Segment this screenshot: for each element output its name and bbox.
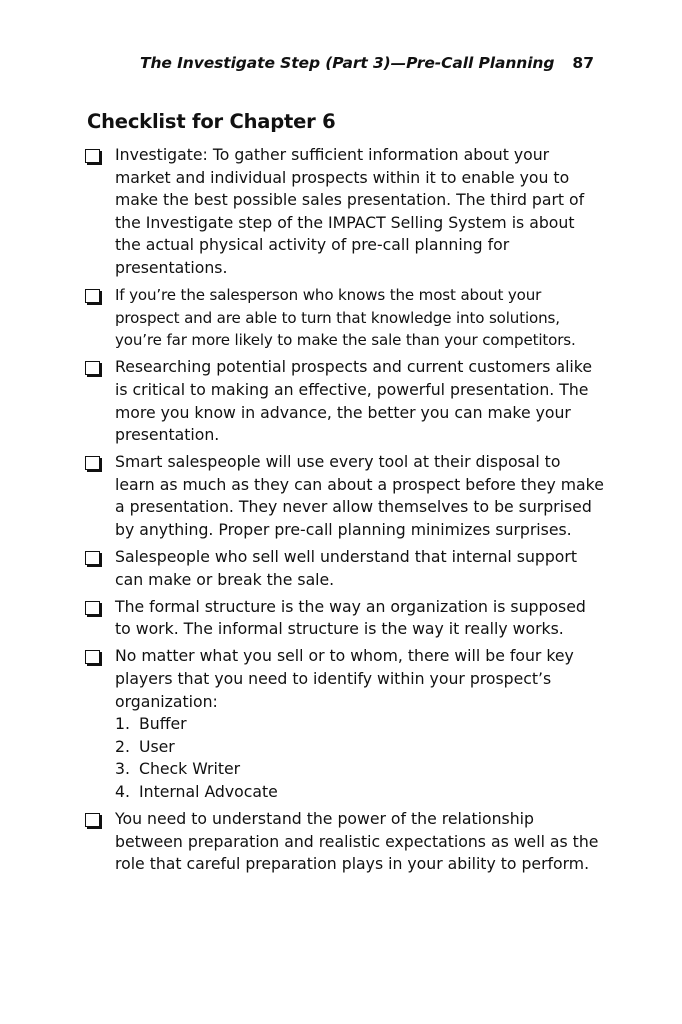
checkbox-icon (85, 361, 100, 375)
checkbox-icon (85, 456, 100, 470)
checkbox-icon (85, 601, 100, 615)
checkbox-icon (85, 813, 100, 827)
checklist-item (85, 284, 605, 352)
checklist-item-text: Investigate: To gather sufficient information about your market and individual prospects within it to enable you to make the best possible sales presentation. The third part of the Investigate step of the IMPACT Selling System is about the actual physical activity of pre-call planning for presentations. (115, 145, 585, 277)
key-player-label: Buffer (139, 714, 187, 734)
checklist-item (85, 808, 605, 876)
running-header (140, 54, 596, 72)
checklist-item-text: The formal structure is the way an organization is supposed to work. The informal structure is the way it really works. (115, 596, 586, 639)
section-title: Checklist for Chapter 6 (87, 110, 336, 133)
checklist-item-text: You need to understand the power of the relationship between preparation and realistic expectations as well as the role that careful preparation plays in your ability to perform. (115, 809, 599, 874)
key-player-number: 3. (115, 759, 130, 779)
checklist-item-text: Smart salespeople will use every tool at their disposal to learn as much as they can about a prospect before they make a presentation. They never allow themselves to be surprised by anything. Proper pre-call planning minimizes surprises. (115, 452, 604, 539)
checklist-item (85, 546, 605, 591)
checklist-item (85, 451, 605, 541)
running-header-title: The Investigate Step (Part 3)—Pre-Call Planning (140, 54, 555, 72)
checklist-item (85, 645, 605, 803)
key-player-item (115, 781, 605, 804)
checklist-item-text: Researching potential prospects and current customers alike is critical to making an effective, powerful presentation. The more you know in advance, the better you can make your presentation. (115, 357, 592, 445)
chapter-checklist (85, 144, 605, 880)
key-player-number: 2. (115, 736, 130, 756)
key-player-label: Check Writer (139, 759, 241, 779)
key-players-list (115, 713, 605, 803)
checkbox-icon (85, 551, 100, 565)
key-player-number: 4. (115, 782, 130, 802)
key-player-number: 1. (115, 714, 130, 734)
key-player-label: Internal Advocate (139, 782, 278, 802)
checklist-item (85, 144, 605, 280)
checklist-item-text: If you’re the salesperson who knows the most about your prospect and are able to turn that knowledge into solutions, you’re far more likely to make the sale than your competitors. (115, 286, 576, 350)
checklist-item (85, 596, 605, 641)
key-player-label: User (139, 736, 175, 756)
checklist-item-text: Salespeople who sell well understand that internal support can make or break the sale. (115, 547, 578, 589)
key-player-item (115, 736, 605, 759)
checklist-item-text: No matter what you sell or to whom, there will be four key players that you need to identify within your prospect’s organization: (115, 646, 574, 711)
key-player-item (115, 758, 605, 781)
checkbox-icon (85, 289, 100, 303)
page-number: 87 (572, 54, 594, 72)
checklist-item (85, 356, 605, 446)
key-player-item (115, 713, 605, 736)
checkbox-icon (85, 650, 100, 664)
checkbox-icon (85, 149, 100, 163)
